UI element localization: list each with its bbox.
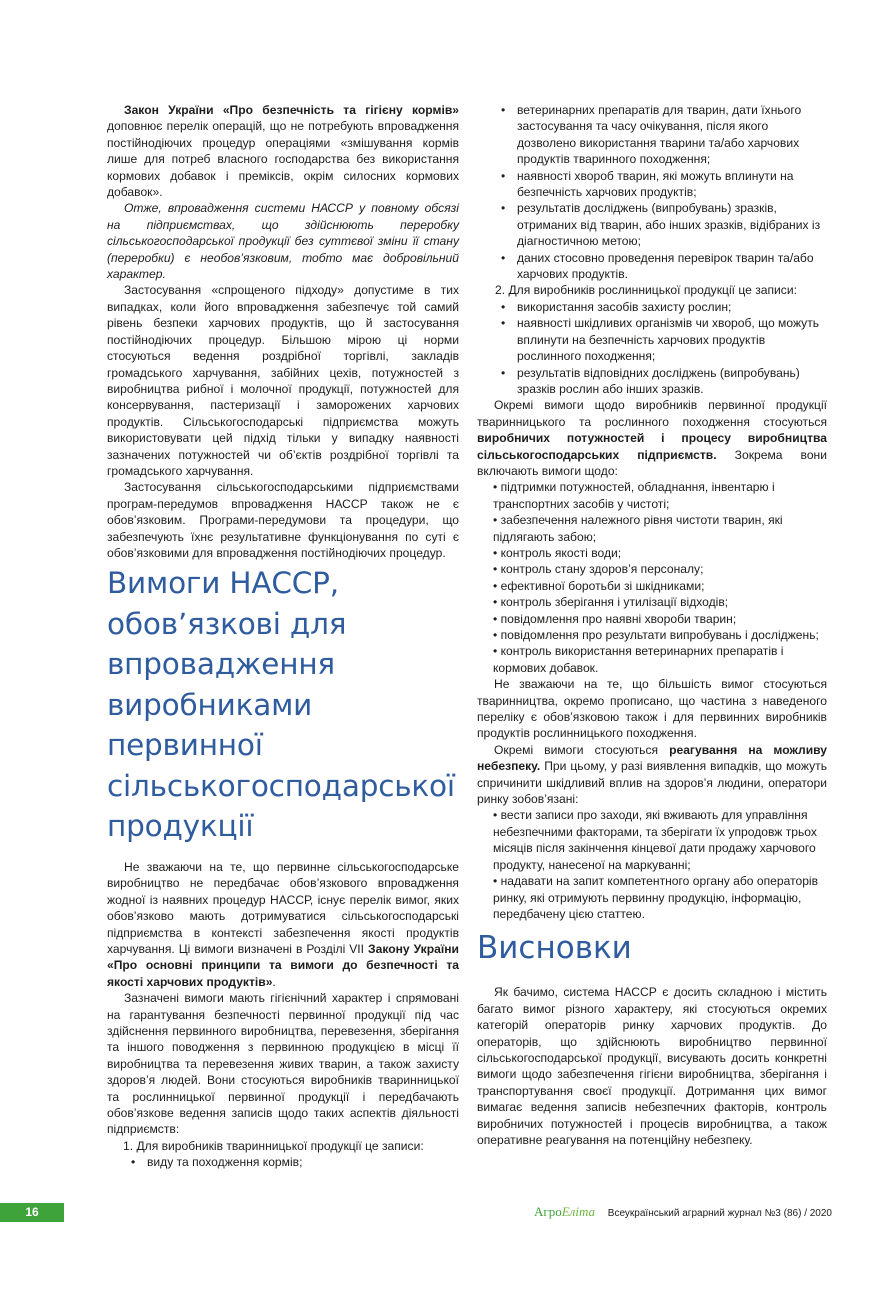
list-item: • повідомлення про результати випробувань і досліджень; — [493, 628, 819, 642]
list-item: • ветеринарних препаратів для тварин, дати їхнього застосування та часу очікування, після якого дозволено використання тварини та/або харчових продуктів тваринного походження; — [477, 102, 827, 168]
paragraph-primary-production — [107, 859, 459, 990]
list-item: • використання засобів захисту рослин; — [477, 299, 827, 315]
list-item: • ефективної боротьби зі шкідниками; — [493, 578, 705, 593]
list-title-crop: 2. Для виробників рослинницької продукції це записи: — [495, 283, 797, 298]
list-item: • результатів відповідних досліджень (випробувань) зразків рослин або інших зразків. — [477, 365, 827, 398]
facilities-bold: виробничих потужностей і процесу виробництва сільськогосподарських підприємств. — [477, 431, 827, 462]
list-item: • наявності шкідливих організмів чи хвороб, що можуть вплинути на безпечність харчових продуктів рослинного походження; — [477, 315, 827, 364]
law-reference-bold: Закону України «Про основні принципи та вимоги до безпечності та якості харчових продуктів» — [107, 941, 459, 989]
section-heading-haccp-requirements: Вимоги НАССР, обов’язкові для впровадження виробниками первинної сільськогосподарської продукції — [107, 566, 455, 844]
italic-text: Отже, впровадження системи НАССР у повному обсязі на підприємствах, що здійснюють переробку сільськогосподарської продукції без суттєвої зміни її стану (переробки) є необов’язковим, тобто має добровільний характер. — [107, 201, 459, 282]
law-title-bold: Закон України «Про безпечність та гігієну кормів» — [124, 103, 459, 117]
facilities-text-end: Зокрема вони включають вимоги щодо: — [477, 447, 827, 478]
paragraph-law-feed — [107, 102, 459, 200]
list-title-livestock: 1. Для виробників тваринницької продукції це записи: — [123, 1138, 424, 1153]
paragraph-simplified-approach: Застосування «спрощеного підходу» допустиме в тих випадках, коли його впровадження забезпечує той самий рівень безпеки харчових продуктів, що й застосування постійнодіючих процедур. Більшою мірою ці норми стосуються ведення роздрібної торгівлі, закладів громадського харчування, забійних цехів, потужностей з виробництва рибної і молочної продукції, потужностей для консервування, пастеризації і заморожених харчових продуктів. Сільськогосподарські підприємства можуть використовувати цей підхід тільки у випадку наявності зазначених потужностей чи об’єктів роздрібної торгівлі та громадського харчування. — [107, 283, 459, 478]
list-item: • повідомлення про наявні хвороби тварин; — [493, 611, 737, 626]
list-item: • забезпечення належного рівня чистоти тварин, які підлягають забою; — [493, 513, 783, 544]
right-column — [477, 102, 827, 1148]
list-item: • підтримки потужностей, обладнання, інвентарю і транспортних засобів у чистоті; — [493, 480, 775, 511]
law-text: доповнює перелік операцій, що не потребують впровадження постійнодіючих процедур операціями «змішування кормів лише для потреб власного господарства без використання кормових добавок і преміксів, окрім силосних кормових добавок». — [107, 119, 459, 200]
primary-production-text: Не зважаючи на те, що первинне сільськогосподарське виробництво не передбачає обов’язкового впровадження жодної із наявних процедур НАССР, існує перелік вимог, яких обов’язково мають дотримуватися сільськогосподарські підприємства в контексті забезпечення якості продуктів харчування. Ці вимоги визначені в Розділі VII — [107, 859, 459, 956]
journal-title: Всеукраїнський аграрний журнал №3 (86) / 2020 — [607, 1208, 832, 1219]
logo-part-agro: Агро — [534, 1204, 562, 1219]
livestock-records-list — [477, 102, 827, 282]
section-heading-conclusions: Висновки — [477, 930, 632, 967]
paragraph-hazard-response — [477, 742, 827, 808]
list-item: • наявності хвороб тварин, які можуть вплинути на безпечність харчових продуктів; — [477, 168, 827, 201]
operator-obligations-list — [477, 807, 827, 922]
list-item: • виду та походження кормів; — [107, 1154, 459, 1170]
paragraph-livestock-majority: Не зважаючи на те, що більшість вимог стосуються тваринництва, окремо прописано, що частина з наведеного переліку є обов’язковою також і для первинних виробників продуктів рослинницького походження. — [477, 677, 827, 741]
hazard-text: Окремі вимоги стосуються — [494, 742, 670, 757]
left-column — [107, 102, 459, 1171]
list-item: • даних стосовно проведення перевірок тварин та/або харчових продуктів. — [477, 250, 827, 283]
list-item: • контроль зберігання і утилізації відходів; — [493, 595, 729, 610]
paragraph-hygiene-requirements: Зазначені вимоги мають гігієнічний характер і спрямовані на гарантування безпечності первинної продукції під час здійснення первинного виробництва, перевезення, зберігання та іншого поводження з первинною продукцією в місці її виробництва та перевезення живих тварин, а також захисту здоров’я людей. Вони стосуються виробників тваринницької та рослинницької первинної продукції і передбачають обов’язкове ведення записів щодо таких аспектів діяльності підприємств: — [107, 991, 459, 1137]
facility-requirements-list — [477, 479, 827, 676]
paragraph-conclusion-italic — [107, 200, 459, 282]
paragraph-prerequisites: Застосування сільськогосподарськими підприємствами програм-передумов впровадження НАССР також не є обов’язковим. Програми-передумови та процедури, що забезпечують їхнє результативне функціонування по суті є обов’язковими для впровадження постійнодіючих процедур. — [107, 480, 459, 560]
list-item: • контроль стану здоров’я персоналу; — [493, 562, 704, 577]
hazard-text-end: При цьому, у разі виявлення випадків, що можуть спричинити шкідливий вплив на здоров’я людини, оператори ринку зобов’язані: — [477, 759, 827, 807]
footer-journal — [534, 1204, 832, 1222]
paragraph-conclusions: Як бачимо, система НАССР є досить складною і містить багато вимог різного характеру, які стосуються окремих категорій операторів ринку харчових продуктів. До операторів, що здійснюють виробництво первинної сільськогосподарської продукції, висувають досить конкретні вимоги щодо забезпечення гігієни виробництва, зберігання і транспортування своєї продукції. Дотримання цих вимог вимагає ведення записів небезпечних факторів, контроль виробничих потужностей і процесів виробництва, а також оперативне реагування на потенційну небезпеку. — [477, 985, 827, 1147]
list-item: • вести записи про заходи, які вживають для управління небезпечними факторами, та зберігати їх упродовж трьох місяців після закінчення кінцевої дати продажу харчового продукту, нанесеної на маркуванні; — [493, 808, 817, 872]
period: . — [272, 974, 276, 989]
list-item: • контроль якості води; — [493, 545, 622, 560]
page-number: 16 — [0, 1203, 64, 1222]
list-item: • надавати на запит компетентного органу або операторів ринку, які отримують первинну продукцію, інформацію, передбачену цією статтею. — [493, 874, 819, 921]
hazard-bold: реагування на можливу небезпеку. — [477, 742, 827, 774]
paragraph-facilities — [477, 397, 827, 479]
list-item: • контроль використання ветеринарних препаратів і кормових добавок. — [493, 644, 784, 675]
agroelita-logo — [534, 1204, 595, 1219]
list-item: • результатів досліджень (випробувань) зразків, отриманих від тварин, або інших зразків, відібраних із діагностичною метою; — [477, 200, 827, 249]
facilities-text: Окремі вимоги щодо виробників первинної продукції тваринницького та рослинного походження стосуються — [477, 398, 827, 429]
logo-part-elita: Еліта — [561, 1204, 596, 1219]
crop-records-list — [477, 299, 827, 397]
